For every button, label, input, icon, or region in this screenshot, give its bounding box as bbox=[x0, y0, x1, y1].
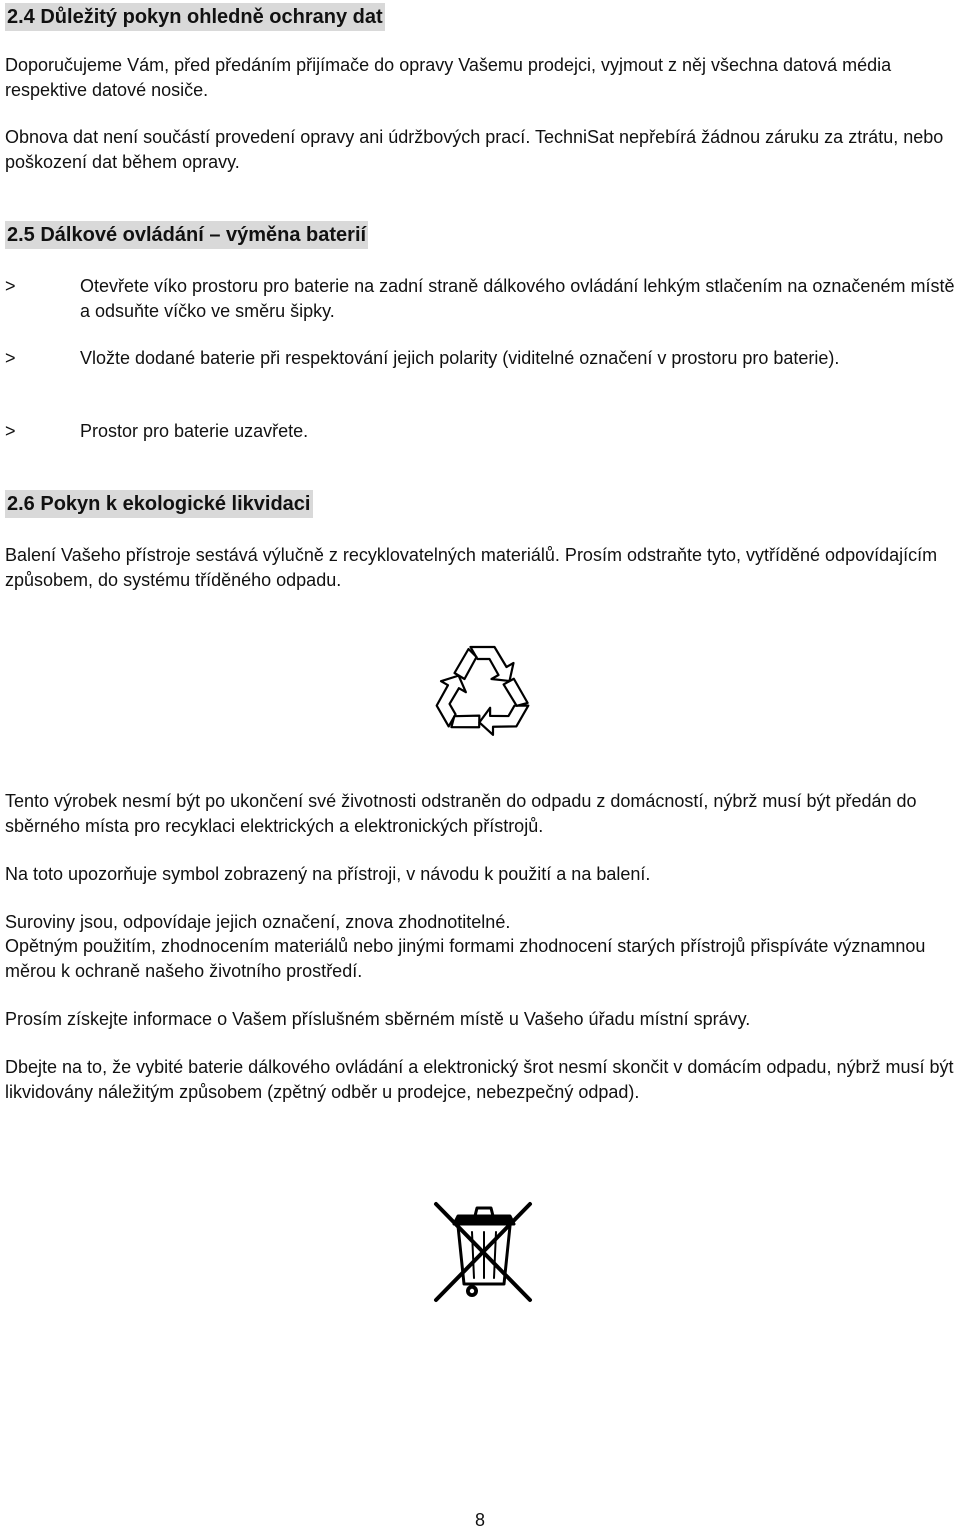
paragraph-reuse: Opětným použitím, zhodnocením materiálů nebo jinými formami zhodnocení starých přístrojů přispíváte významnou měrou k ochraně našeho životního prostředí. bbox=[5, 936, 926, 981]
bullet-text: Prostor pro baterie uzavřete. bbox=[80, 421, 309, 441]
paragraph-batteries: Dbejte na to, že vybité baterie dálkového ovládání a elektronický šrot nesmí skončit v domácím odpadu, nýbrž musí být likvidovány náležitým způsobem (zpětný odběr u prodejce, nebezpečný odpad). bbox=[5, 1057, 954, 1102]
paragraph-raw-materials: Suroviny jsou, odpovídaje jejich označení, znova zhodnotitelné. bbox=[5, 912, 511, 932]
bullet-marker: > bbox=[5, 276, 16, 296]
recycle-icon bbox=[425, 635, 540, 743]
bullet-text: Otevřete víko prostoru pro baterie na zadní straně dálkového ovládání lehkým stlačením na označeném místě a odsuňte víčko ve směru šipky. bbox=[80, 276, 955, 321]
page-number: 8 bbox=[474, 1510, 485, 1530]
bullet-marker: > bbox=[5, 421, 16, 441]
bullet-marker: > bbox=[5, 348, 16, 368]
heading-battery-replacement: 2.5 Dálkové ovládání – výměna baterií bbox=[5, 221, 368, 249]
paragraph-symbol-notice: Na toto upozorňuje symbol zobrazený na přístroji, v návodu k použití a na balení. bbox=[5, 864, 651, 884]
list-item bbox=[5, 274, 957, 323]
crossed-out-wheelie-bin-icon bbox=[428, 1196, 538, 1308]
bullet-text: Vložte dodané baterie při respektování jejich polarity (viditelné označení v prostoru pro baterie). bbox=[80, 348, 840, 368]
paragraph-end-of-life: Tento výrobek nesmí být po ukončení své životnosti odstraněn do odpadu z domácností, nýbrž musí být předán do sběrného místa pro recyklaci elektrických a elektronických přístrojů. bbox=[5, 791, 917, 836]
heading-data-protection: 2.4 Důležitý pokyn ohledně ochrany dat bbox=[5, 3, 385, 31]
paragraph-collection-point: Prosím získejte informace o Vašem příslušném sběrném místě u Vašeho úřadu místní správy. bbox=[5, 1009, 751, 1029]
list-item bbox=[5, 419, 957, 444]
paragraph-packaging: Balení Vašeho přístroje sestává výlučně z recyklovatelných materiálů. Prosím odstraňte tyto, vytříděné odpovídajícím způsobem, do systému tříděného odpadu. bbox=[5, 545, 938, 590]
list-item bbox=[5, 346, 957, 371]
heading-ecological-disposal: 2.6 Pokyn k ekologické likvidaci bbox=[5, 490, 313, 518]
paragraph-data-media: Doporučujeme Vám, před předáním přijímače do opravy Vašemu prodejci, vyjmout z něj všechna datová média respektive datové nosiče. bbox=[5, 55, 892, 100]
paragraph-data-recovery: Obnova dat není součástí provedení opravy ani údržbových prací. TechniSat nepřebírá žádnou záruku za ztrátu, nebo poškození dat během opravy. bbox=[5, 127, 944, 172]
